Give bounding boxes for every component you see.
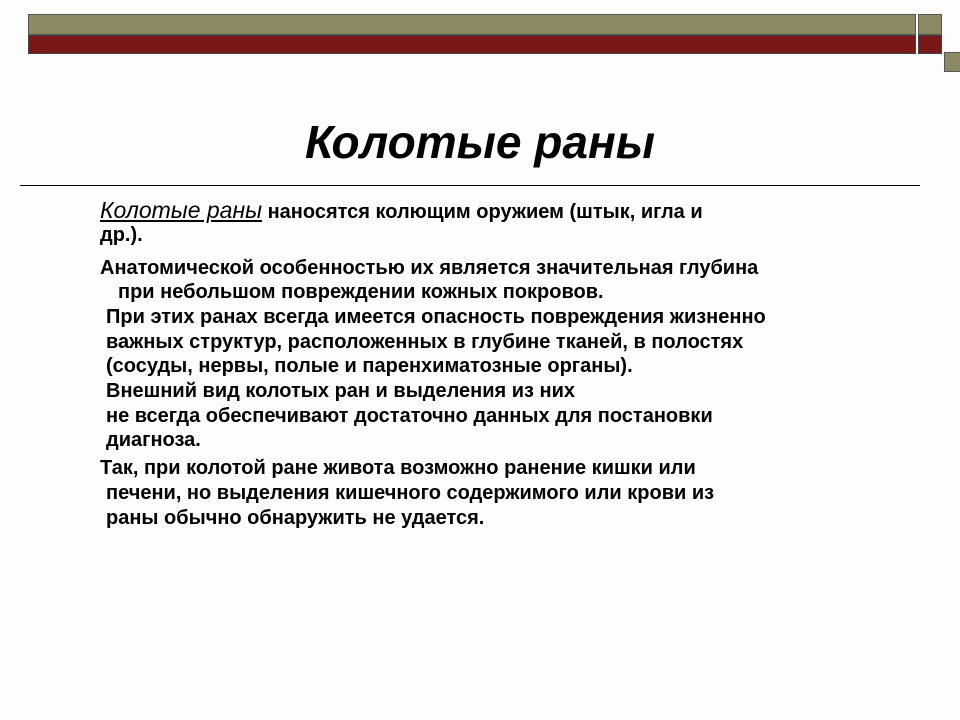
corner-square-bottom bbox=[944, 52, 960, 72]
corner-square-maroon bbox=[918, 35, 942, 54]
title-divider bbox=[20, 185, 920, 186]
corner-square-olive bbox=[918, 14, 942, 35]
body-line-13: раны обычно обнаружить не удается. bbox=[106, 507, 485, 529]
header-decoration bbox=[28, 14, 942, 56]
body-line-10: диагноза. bbox=[106, 429, 201, 451]
corner-gap bbox=[942, 14, 960, 54]
header-band-olive bbox=[28, 14, 916, 35]
body-line-11: Так, при колотой ране живота возможно ранение кишки или bbox=[100, 457, 696, 479]
body-line-9: не всегда обеспечивают достаточно данных для постановки bbox=[106, 405, 713, 427]
body-line-4: при небольшом повреждении кожных покровов. bbox=[118, 281, 604, 303]
body-line-12: печени, но выделения кишечного содержимого или крови из bbox=[106, 482, 715, 504]
body-line-6: важных структур, расположенных в глубине тканей, в полостях bbox=[106, 331, 744, 353]
body-line-7: (сосуды, нервы, полые и паренхиматозные органы). bbox=[106, 355, 633, 377]
body-line-1-text: наносятся колющим оружием (штык, игла и bbox=[262, 201, 703, 223]
body-line-1 bbox=[100, 198, 703, 225]
lead-term: Колотые раны bbox=[100, 197, 263, 223]
body-line-5: При этих ранах всегда имеется опасность повреждения жизненно bbox=[106, 306, 766, 328]
body-line-2: др.). bbox=[100, 224, 143, 246]
header-band-maroon bbox=[28, 35, 916, 54]
body-line-3: Анатомической особенностью их является значительная глубина bbox=[100, 257, 759, 279]
slide-title: Колотые раны bbox=[304, 116, 656, 168]
body-line-8: Внешний вид колотых ран и выделения из них bbox=[106, 380, 576, 402]
